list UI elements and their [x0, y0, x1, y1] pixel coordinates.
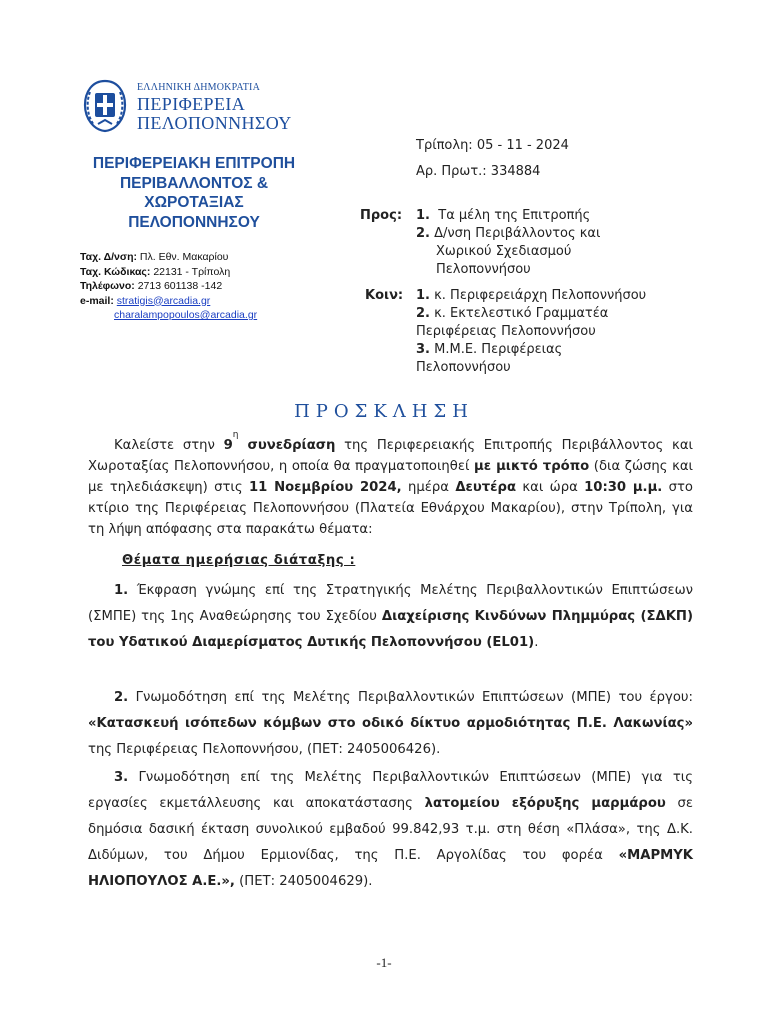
postcode-value: 22131 - Τρίπολη — [153, 265, 231, 278]
cc-text: Πελοποννήσου — [416, 360, 511, 375]
page-number: -1- — [376, 955, 392, 970]
logo-line-1: ΠΕΡΙΦΕΡΕΙΑ — [137, 94, 246, 114]
logo-line-2: ΠΕΛΟΠΟΝΝΗΣΟΥ — [137, 113, 292, 133]
cc-line — [416, 323, 646, 341]
committee-line: ΠΕΡΙΦΕΡΕΙΑΚΗ ΕΠΙΤΡΟΠΗ — [92, 155, 296, 172]
to-item — [416, 225, 600, 243]
agenda-item-number: 3. — [114, 770, 129, 785]
intro-text: στο κτίριο της Περιφέρειας Πελοποννήσου (Πλατεία Εθνάρχου Μακαρίου), στην Τρίπολη, για τη λήψη απόφασης στα παρακάτω θέματα: — [88, 480, 693, 537]
email-row — [80, 294, 257, 309]
email-link-2[interactable]: charalampopoulos@arcadia.gr — [114, 309, 258, 321]
meeting-date: 11 Νοεμβρίου 2024, — [248, 480, 402, 495]
logo-republic-text: ΕΛΛΗΝΙΚΗ ΔΗΜΟΚΡΑΤΙΑ — [137, 82, 260, 93]
email-row-2 — [80, 308, 257, 323]
intro-paragraph — [88, 430, 693, 540]
cc-text: κ. Εκτελεστικό Γραμματέα — [434, 306, 609, 321]
to-item-text: Δ/νση Περιβάλλοντος και — [434, 226, 601, 241]
cc-text: Περιφέρειας Πελοποννήσου — [416, 324, 596, 339]
to-item — [416, 207, 600, 225]
document-title: ΠΡΟΣΚΛΗΣΗ — [294, 401, 474, 422]
to-item-text: Πελοποννήσου — [436, 262, 531, 277]
cc-line — [416, 359, 646, 377]
agenda-item-bold: «ΜΑΡΜΥΚ ΗΛΙΟΠΟΥΛΟΣ Α.Ε.», — [88, 848, 693, 889]
intro-text: ημέρα — [401, 480, 456, 495]
phone-label: Τηλέφωνο: — [80, 280, 135, 292]
intro-text: (δια ζώσης και με τηλεδιάσκεψη) στις — [88, 459, 693, 495]
agenda-item-text: σε δημόσια δασική έκταση συνολικού εμβαδού 99.842,93 τ.μ. στη θέση «Πλάσα», της Δ.Κ. Διδύμων, του Δήμου Ερμιονίδας, της Π.Ε. Αργολίδας του φορέα — [88, 796, 694, 863]
ordinal-sup: η — [232, 430, 239, 440]
agenda-item-text: της Περιφέρειας Πελοποννήσου, (ΠΕΤ: 2405006426). — [88, 742, 441, 757]
cc-text: Μ.Μ.Ε. Περιφέρειας — [434, 342, 563, 357]
cc-label: Κοιν: — [365, 288, 404, 303]
agenda-item-text: Γνωμοδότηση επί της Μελέτης Περιβαλλοντικών Επιπτώσεων (ΜΠΕ) για τις εργασίες εκμετάλλευσης και αποκατάστασης — [88, 770, 693, 811]
to-item-num: 2. — [416, 226, 430, 241]
agenda-item-bold: λατομείου εξόρυξης μαρμάρου — [424, 796, 666, 811]
to-label: Προς: — [360, 208, 403, 223]
to-item-num: 1. — [416, 208, 430, 223]
logo-region-name — [137, 95, 292, 133]
agenda-item-text: . — [534, 635, 539, 650]
cc-text: κ. Περιφερειάρχη Πελοποννήσου — [434, 288, 647, 303]
agenda-item-text: (ΠΕΤ: 2405004629). — [234, 874, 373, 889]
mixed-mode: με μικτό τρόπο — [474, 459, 590, 474]
cc-num: 2. — [416, 306, 430, 321]
email-label: e-mail: — [80, 294, 114, 307]
agenda-item-1 — [88, 578, 693, 656]
address-row — [80, 250, 257, 265]
cc-num: 3. — [416, 342, 430, 357]
cc-line — [416, 287, 646, 305]
intro-text: της Περιφερειακής Επιτροπής Περιβάλλοντος και Χωροταξίας Πελοποννήσου, η οποία θα πραγματοποιηθεί — [88, 438, 693, 474]
session-word: συνεδρίαση — [238, 438, 336, 453]
cc-list — [416, 287, 646, 377]
contact-block — [80, 250, 257, 323]
address-label: Ταχ. Δ/νση: — [80, 251, 137, 263]
phone-row — [80, 279, 257, 294]
postcode-label: Ταχ. Κώδικας: — [80, 265, 151, 278]
cc-num: 1. — [416, 288, 430, 303]
meeting-day: Δευτέρα — [455, 480, 517, 495]
committee-heading — [60, 154, 328, 232]
session-number: 9 — [223, 438, 233, 453]
cc-line — [416, 341, 646, 359]
agenda-heading: Θέματα ημερήσιας διάταξης : — [122, 553, 356, 568]
to-item — [416, 243, 600, 261]
agenda-item-2 — [88, 685, 693, 763]
agenda-item-3 — [88, 765, 693, 895]
meeting-time: 10:30 μ.μ. — [584, 480, 663, 495]
agenda-item-text: Έκφραση γνώμης επί της Στρατηγικής Μελέτης Περιβαλλοντικών Επιπτώσεων (ΣΜΠΕ) της 1ης Αναθεώρησης του Σχεδίου — [88, 583, 693, 624]
committee-line: ΧΩΡΟΤΑΞΙΑΣ — [144, 194, 244, 211]
agenda-item-text: Γνωμοδότηση επί της Μελέτης Περιβαλλοντικών Επιπτώσεων (ΜΠΕ) του έργου: — [128, 690, 693, 705]
agenda-item-number: 1. — [114, 583, 129, 598]
committee-line: ΠΕΛΟΠΟΝΝΗΣΟΥ — [128, 213, 260, 231]
hellenic-republic-seal-icon — [80, 78, 130, 134]
to-item-text: Χωρικού Σχεδιασμού — [436, 244, 572, 259]
agenda-item-number: 2. — [114, 690, 129, 705]
intro-text: και ώρα — [516, 480, 585, 495]
agenda-item-bold: Διαχείρισης Κινδύνων Πλημμύρας (ΣΔΚΠ) του Υδατικού Διαμερίσματος Δυτικής Πελοποννήσου (EL01) — [88, 609, 693, 650]
to-item-text: Τα μέλη της Επιτροπής — [438, 208, 591, 223]
email-link-1[interactable]: stratigis@arcadia.gr — [116, 294, 211, 307]
agenda-item-bold: «Κατασκευή ισόπεδων κόμβων στο οδικό δίκτυο αρμοδιότητας Π.Ε. Λακωνίας» — [88, 716, 693, 731]
region-logo — [80, 78, 340, 142]
to-item — [416, 261, 600, 279]
date-line: Τρίπολη: 05 - 11 - 2024 — [416, 138, 569, 153]
committee-line: ΠΕΡΙΒΑΛΛΟΝΤΟΣ & — [119, 174, 269, 192]
intro-text: Καλείστε στην — [114, 438, 224, 453]
postcode-row — [80, 265, 257, 280]
phone-value: 2713 601138 -142 — [137, 280, 223, 292]
address-value: Πλ. Εθν. Μακαρίου — [139, 251, 229, 263]
to-list — [416, 207, 600, 279]
protocol-line: Αρ. Πρωτ.: 334884 — [416, 164, 541, 179]
cc-line — [416, 305, 646, 323]
